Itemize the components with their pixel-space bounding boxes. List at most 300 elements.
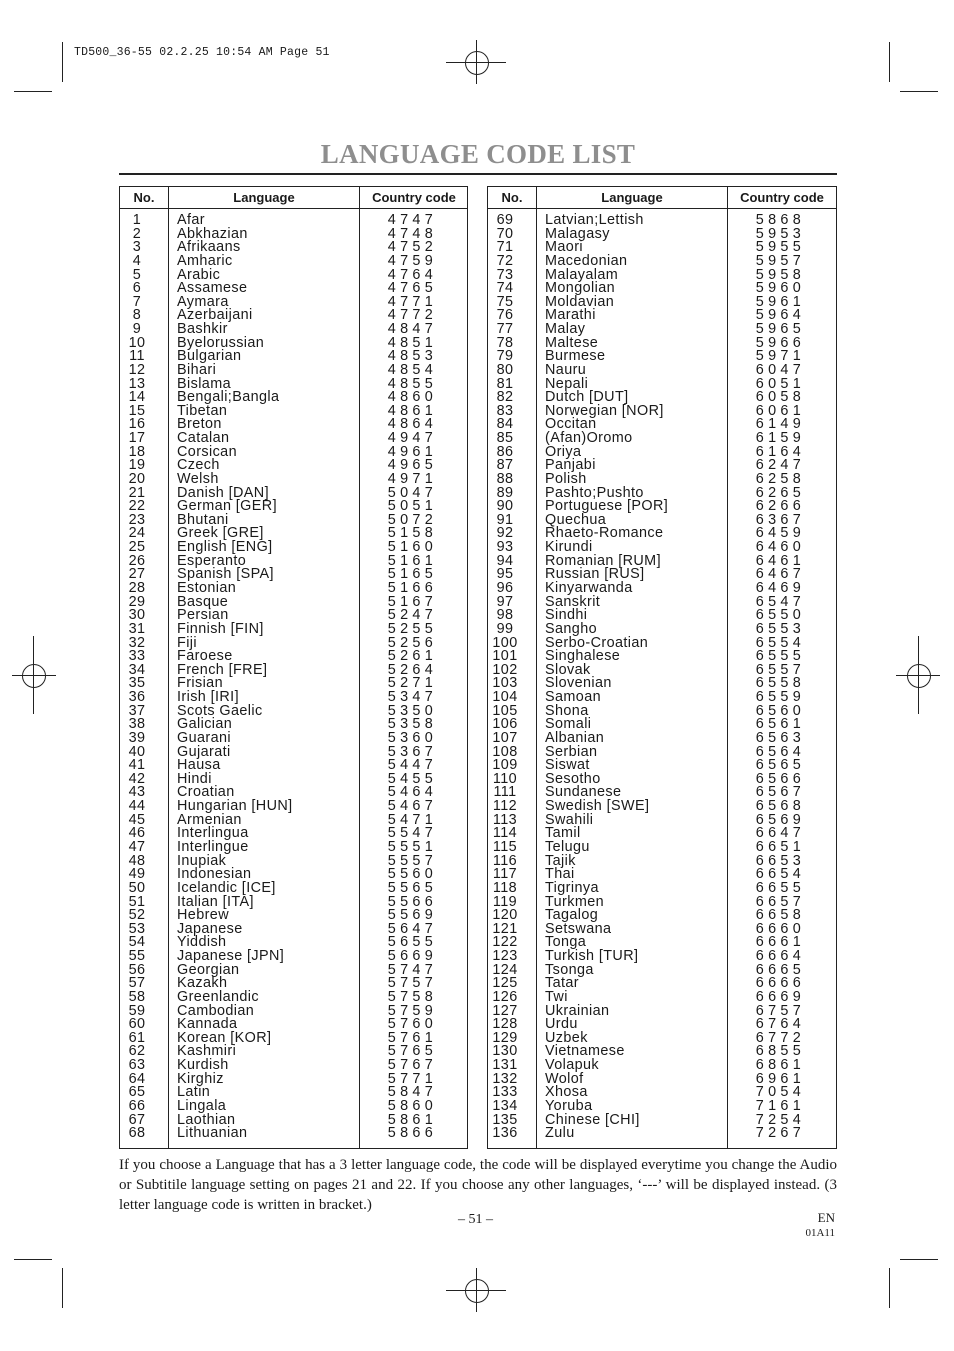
country-code: 6764 [755,1016,805,1033]
language-name: Malagasy [545,225,610,242]
country-code: 6560 [755,702,805,719]
country-code: 5758 [387,988,437,1005]
country-code: 5347 [387,689,437,706]
country-code: 5161 [387,552,437,569]
country-code: 7054 [755,1084,805,1101]
row-number: 17 [128,430,146,447]
row-number: 96 [496,580,514,596]
country-code: 5166 [387,580,437,596]
country-code: 6058 [755,389,805,406]
row-number: 114 [492,825,518,842]
row-number: 98 [496,607,514,624]
language-name: Irish [IRI] [177,689,239,706]
country-code: 5966 [755,334,805,351]
country-code: 5247 [387,607,437,624]
row-number: 135 [492,1111,518,1128]
language-name: Somali [545,716,592,733]
language-name: Greek [GRE] [177,525,264,542]
country-code: 5958 [755,266,805,283]
country-code: 6669 [755,988,805,1005]
country-code: 6772 [755,1029,805,1046]
country-code: 6460 [755,539,805,556]
country-code: 6164 [755,443,805,460]
language-name: Maori [545,239,583,256]
row-number: 132 [492,1070,518,1087]
country-code: 6569 [755,811,805,828]
country-code: 5455 [387,770,437,787]
country-code: 5350 [387,702,437,719]
row-number: 79 [496,348,514,365]
country-code: 5271 [387,675,437,692]
language-name: Norwegian [NOR] [545,402,664,419]
language-name: Serbo-Croatian [545,634,649,651]
language-name: Slovenian [545,675,612,692]
table-row [120,1125,467,1143]
country-code: 6657 [755,893,805,910]
row-number: 88 [496,470,514,487]
country-code: 5551 [387,838,437,855]
country-code: 6564 [755,743,805,760]
row-number: 33 [128,648,146,665]
language-name: Xhosa [545,1084,588,1101]
column-header-no: No. [133,190,155,205]
row-number: 64 [128,1070,146,1087]
language-name: Interlingue [177,838,249,855]
language-name: Kirundi [545,539,593,556]
language-name: Kurdish [177,1057,229,1074]
country-code: 5957 [755,252,805,269]
country-code: 5047 [387,484,437,501]
country-code: 5367 [387,743,437,760]
country-code: 5264 [387,661,437,678]
country-code: 4853 [387,348,437,365]
country-code: 6047 [755,361,805,378]
row-number: 45 [128,811,146,828]
row-number: 21 [128,484,146,501]
row-number: 48 [128,852,146,869]
language-name: Tonga [545,934,587,951]
row-number: 57 [128,975,146,992]
country-code: 7254 [755,1111,805,1128]
row-number: 124 [492,961,518,978]
language-name: Urdu [545,1016,578,1033]
row-number: 54 [128,934,146,951]
row-number: 87 [496,457,514,474]
language-name: Twi [545,988,568,1005]
country-code: 4759 [387,252,437,269]
country-code: 6550 [755,607,805,624]
row-number: 97 [496,593,514,610]
language-name: Burmese [545,348,606,365]
language-name: Amharic [177,252,233,269]
row-number: 47 [128,838,146,855]
language-name: Bislama [177,375,231,392]
country-code: 6567 [755,784,805,801]
row-number: 30 [128,607,146,624]
table-header [488,187,836,209]
row-number: 18 [128,443,146,460]
country-code: 4861 [387,402,437,419]
country-code: 5655 [387,934,437,951]
language-name: Latin [177,1084,211,1101]
row-number: 119 [492,893,518,910]
language-name: Greenlandic [177,988,259,1005]
language-name: Bashkir [177,321,228,338]
row-number: 5 [132,266,142,283]
language-name: Assamese [177,280,248,297]
language-name: Afar [177,212,205,228]
row-number: 69 [496,212,514,228]
country-code: 6258 [755,470,805,487]
row-number: 131 [492,1057,518,1074]
language-name: Catalan [177,430,230,447]
row-number: 80 [496,361,514,378]
country-code: 6653 [755,852,805,869]
country-code: 4771 [387,293,437,310]
country-code: 6666 [755,975,805,992]
row-number: 77 [496,321,514,338]
country-code: 5771 [387,1070,437,1087]
language-name: Kannada [177,1016,238,1033]
row-number: 16 [128,416,146,433]
language-name: Chinese [CHI] [545,1111,640,1128]
language-name: Hebrew [177,907,229,924]
row-number: 74 [496,280,514,297]
language-name: Laothian [177,1111,236,1128]
country-code: 6658 [755,907,805,924]
country-code: 5647 [387,920,437,937]
language-name: Quechua [545,511,607,528]
language-name: Esperanto [177,552,247,569]
language-name: Danish [DAN] [177,484,269,501]
country-code: 4747 [387,212,437,228]
language-name: German [GER] [177,498,277,515]
row-number: 31 [128,620,146,637]
country-code: 5861 [387,1111,437,1128]
country-code: 6757 [755,1002,805,1019]
crop-mark-top-left-v [62,42,63,82]
country-code: 5960 [755,280,805,297]
row-number: 12 [128,361,146,378]
row-number: 14 [128,389,146,406]
row-number: 41 [128,757,146,774]
language-name: Thai [545,866,575,883]
row-number: 58 [128,988,146,1005]
country-code: 4854 [387,361,437,378]
country-code: 5471 [387,811,437,828]
language-name: Cambodian [177,1002,255,1019]
language-name: Kazakh [177,975,228,992]
row-number: 100 [492,634,518,651]
row-number: 60 [128,1016,146,1033]
country-code: 6654 [755,866,805,883]
country-code: 6555 [755,648,805,665]
row-number: 83 [496,402,514,419]
language-name: Yoruba [545,1097,593,1114]
row-number: 61 [128,1029,146,1046]
language-name: Scots Gaelic [177,702,263,719]
row-number: 63 [128,1057,146,1074]
country-code: 5669 [387,948,437,965]
country-code: 5971 [755,348,805,365]
row-number: 76 [496,307,514,324]
row-number: 50 [128,879,146,896]
language-name: Nauru [545,361,587,378]
country-code: 5860 [387,1097,437,1114]
table-header [120,187,467,209]
country-code: 6855 [755,1043,805,1060]
row-number: 52 [128,907,146,924]
country-code: 6565 [755,757,805,774]
language-name: Volapuk [545,1057,600,1074]
row-number: 8 [132,307,142,324]
language-name: Czech [177,457,220,474]
row-number: 128 [492,1016,518,1033]
country-code: 5072 [387,511,437,528]
country-code: 5847 [387,1084,437,1101]
row-number: 92 [496,525,514,542]
country-code: 5767 [387,1057,437,1074]
language-name: Setswana [545,920,612,937]
row-number: 112 [492,798,518,815]
language-name: Panjabi [545,457,596,474]
language-name: Afrikaans [177,239,241,256]
language-code-table-right [487,186,837,1149]
country-code: 5051 [387,498,437,515]
row-number: 46 [128,825,146,842]
row-number: 71 [496,239,514,256]
row-number: 11 [129,348,145,365]
row-number: 109 [492,757,518,774]
row-number: 111 [493,784,517,801]
row-number: 113 [492,811,518,828]
language-name: Dutch [DUT] [545,389,629,406]
row-number: 29 [128,593,146,610]
row-number: 26 [128,552,146,569]
row-number: 67 [128,1111,146,1128]
language-name: English [ENG] [177,539,273,556]
language-name: Malayalam [545,266,619,283]
country-code: 4765 [387,280,437,297]
row-number: 105 [492,702,518,719]
country-code: 6159 [755,430,805,447]
language-name: Occitan [545,416,597,433]
language-name: Yiddish [177,934,227,951]
row-number: 93 [496,539,514,556]
row-number: 6 [132,280,142,297]
language-name: Persian [177,607,229,624]
language-name: Uzbek [545,1029,588,1046]
language-name: Faroese [177,648,233,665]
country-code: 5565 [387,879,437,896]
language-name: Bengali;Bangla [177,389,280,406]
row-number: 99 [496,620,514,637]
country-code: 5868 [755,212,805,228]
country-code: 4772 [387,307,437,324]
country-code: 5464 [387,784,437,801]
country-code: 5955 [755,239,805,256]
country-code: 6665 [755,961,805,978]
language-name: Gujarati [177,743,231,760]
country-code: 5256 [387,634,437,651]
language-name: Vietnamese [545,1043,625,1060]
language-name: Croatian [177,784,235,801]
row-number: 91 [496,511,514,528]
crop-mark-top-right-h [900,91,938,92]
row-number: 25 [128,539,146,556]
language-name: Wolof [545,1070,584,1087]
country-code: 6247 [755,457,805,474]
row-number: 133 [492,1084,518,1101]
language-name: (Afan)Oromo [545,430,633,447]
language-name: Bulgarian [177,348,242,365]
row-number: 121 [492,920,518,937]
row-number: 55 [128,948,146,965]
language-name: Pashto;Pushto [545,484,644,501]
language-name: Albanian [545,729,605,746]
language-name: Korean [KOR] [177,1029,272,1046]
country-code: 5866 [387,1125,437,1142]
language-name: Interlingua [177,825,249,842]
country-code: 6647 [755,825,805,842]
row-number: 123 [492,948,518,965]
row-number: 126 [492,988,518,1005]
row-number: 27 [128,566,146,583]
country-code: 6661 [755,934,805,951]
country-code: 7161 [755,1097,805,1114]
row-number: 37 [128,702,146,719]
country-code: 6266 [755,498,805,515]
country-code: 5167 [387,593,437,610]
row-number: 9 [132,321,142,338]
row-number: 95 [496,566,514,583]
row-number: 36 [128,689,146,706]
language-name: Romanian [RUM] [545,552,661,569]
language-name: Sanskrit [545,593,601,610]
language-name: Hindi [177,770,212,787]
country-code: 5160 [387,539,437,556]
language-name: Frisian [177,675,223,692]
language-name: Japanese [JPN] [177,948,285,965]
crop-mark-top-left-h [14,91,52,92]
row-number: 34 [128,661,146,678]
language-name: Samoan [545,689,601,706]
country-code: 5757 [387,975,437,992]
language-name: Latvian;Lettish [545,212,644,228]
country-code: 6559 [755,689,805,706]
row-number: 78 [496,334,514,351]
row-number: 53 [128,920,146,937]
language-name: Italian [ITA] [177,893,254,910]
row-number: 104 [492,689,518,706]
row-number: 2 [132,225,142,242]
row-number: 24 [128,525,146,542]
language-name: Bihari [177,361,217,378]
row-number: 72 [496,252,514,269]
country-code: 6547 [755,593,805,610]
language-name: Estonian [177,580,237,596]
row-number: 107 [492,729,518,746]
language-name: Icelandic [ICE] [177,879,276,896]
language-name: Swedish [SWE] [545,798,650,815]
country-code: 6553 [755,620,805,637]
country-code: 5765 [387,1043,437,1060]
country-code: 6557 [755,661,805,678]
language-name: Sesotho [545,770,601,787]
row-number: 103 [492,675,518,692]
row-number: 44 [128,798,146,815]
row-number: 125 [492,975,518,992]
row-number: 43 [128,784,146,801]
language-name: Russian [RUS] [545,566,645,583]
language-name: Tamil [545,825,581,842]
row-number: 39 [128,729,146,746]
language-name: Tsonga [545,961,594,978]
country-code: 6861 [755,1057,805,1074]
language-name: Guarani [177,729,231,746]
language-name: Macedonian [545,252,628,269]
row-number: 84 [496,416,514,433]
language-name: Telugu [545,838,590,855]
row-number: 56 [128,961,146,978]
country-code: 6367 [755,511,805,528]
row-number: 108 [492,743,518,760]
language-name: Swahili [545,811,594,828]
row-number: 59 [128,1002,146,1019]
row-number: 4 [132,252,142,269]
crop-mark-bottom-right-v [889,1268,890,1308]
country-code: 5158 [387,525,437,542]
row-number: 65 [128,1084,146,1101]
row-number: 32 [128,634,146,651]
row-number: 68 [128,1125,146,1142]
row-number: 10 [128,334,146,351]
language-name: Lithuanian [177,1125,248,1142]
language-name: Oriya [545,443,582,460]
language-name: Breton [177,416,222,433]
row-number: 127 [492,1002,518,1019]
row-number: 110 [492,770,518,787]
country-code: 6660 [755,920,805,937]
country-code: 6149 [755,416,805,433]
country-code: 6961 [755,1070,805,1087]
language-code-table-left [119,186,468,1149]
row-number: 7 [132,293,142,310]
country-code: 6467 [755,566,805,583]
country-code: 5953 [755,225,805,242]
row-number: 22 [128,498,146,515]
country-code: 5360 [387,729,437,746]
row-number: 82 [496,389,514,406]
row-number: 20 [128,470,146,487]
language-name: Tigrinya [545,879,599,896]
country-code: 6664 [755,948,805,965]
row-number: 120 [492,907,518,924]
country-code: 5569 [387,907,437,924]
crop-mark-bottom-left-h [14,1259,52,1260]
language-name: Georgian [177,961,240,978]
language-name: Turkish [TUR] [545,948,639,965]
column-header-country-code: Country code [740,190,824,205]
crop-mark-top-right-v [889,42,890,82]
language-name: Hausa [177,757,221,774]
country-code: 6568 [755,798,805,815]
row-number: 101 [492,648,518,665]
row-number: 38 [128,716,146,733]
row-number: 23 [128,511,146,528]
country-code: 5255 [387,620,437,637]
language-tag: EN [817,1210,835,1225]
